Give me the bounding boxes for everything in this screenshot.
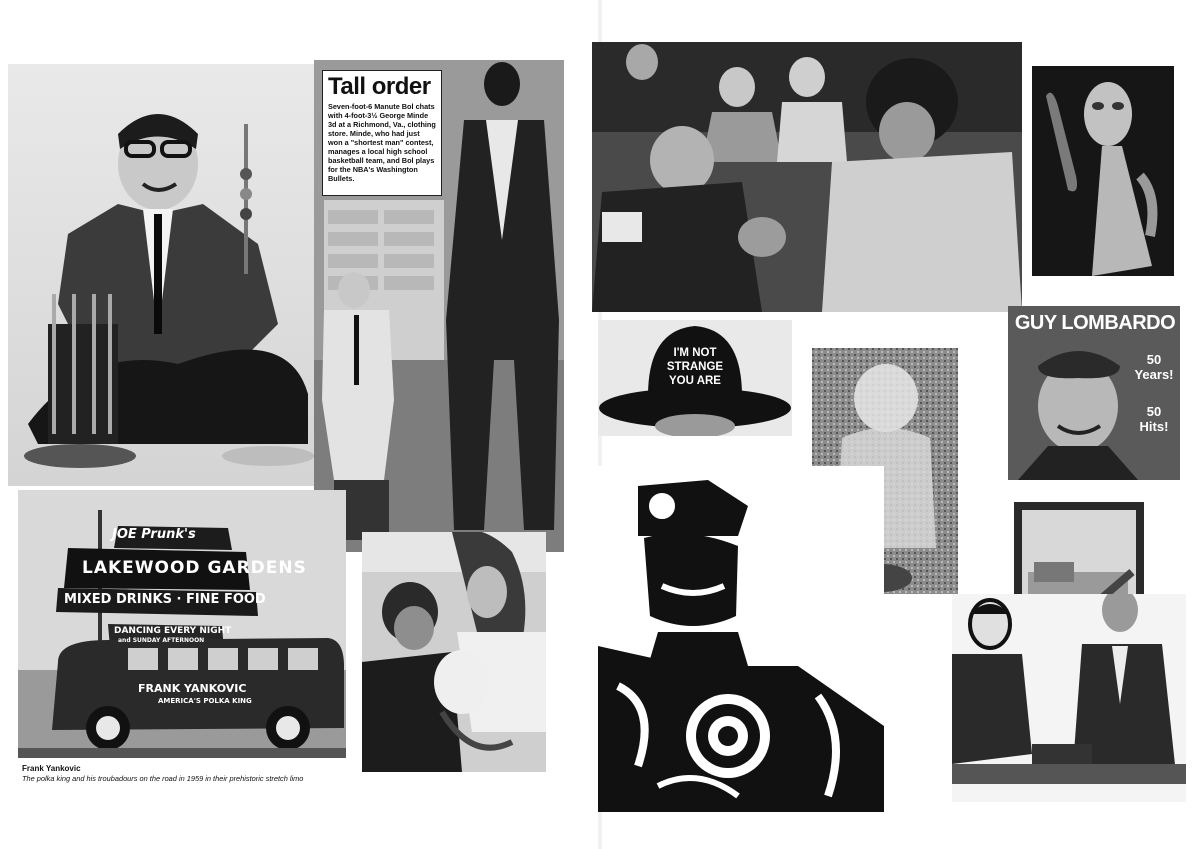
photo-alien-figure [1032, 66, 1174, 276]
sign-dancing: DANCING EVERY NIGHT [114, 626, 232, 636]
sign-joe-prunks: JOE Prunk's [112, 527, 196, 542]
photo-two-men-seated [952, 594, 1186, 802]
bus-polka-king: AMERICA'S POLKA KING [158, 697, 252, 705]
guy-years-label: Years! [1134, 367, 1174, 382]
photo-handshake-elderly [592, 42, 1022, 312]
hat-line-2: STRANGE [666, 361, 724, 373]
illustration-tribal-figure [598, 466, 884, 812]
guy-hits-number: 50 [1146, 404, 1162, 419]
hat-line-3: YOU ARE [669, 375, 721, 387]
caption-title: Frank Yankovic [22, 764, 81, 773]
photo-lakewood-gardens [18, 490, 346, 758]
sign-lakewood-gardens: LAKEWOOD GARDENS [82, 558, 307, 578]
bus-frank-yankovic: FRANK YANKOVIC [138, 682, 247, 695]
photo-man-with-kebabs [8, 64, 314, 486]
photo-man-and-woman-with-dog [362, 532, 546, 772]
guy-hits [1132, 404, 1176, 434]
sign-sunday: and SUNDAY AFTERNOON [118, 637, 205, 644]
hat-slogan [655, 346, 735, 388]
sign-mixed-drinks: MIXED DRINKS · FINE FOOD [64, 592, 266, 607]
guy-hits-label: Hits! [1139, 419, 1169, 434]
tall-order-body: Seven-foot-6 Manute Bol chats with 4-foot-3½ George Minde 3d at a Richmond, Va., clothing store. Minde, who had just won a "shortest man" contest, manages a local high school basketball team, and Bol plays for the NBA's Washington Bullets. [328, 102, 436, 183]
tall-order-caption [322, 70, 442, 196]
guy-years-number: 50 [1146, 352, 1162, 367]
hat-line-1: I'M NOT [673, 347, 717, 359]
guy-lombardo-title: GUY LOMBARDO [1014, 312, 1176, 334]
caption-subtitle: The polka king and his troubadours on the road in 1959 in their prehistoric stretch limo [22, 774, 304, 783]
tall-order-title: Tall order [328, 73, 431, 100]
guy-years [1132, 352, 1176, 382]
frank-yankovic-caption [22, 764, 352, 783]
